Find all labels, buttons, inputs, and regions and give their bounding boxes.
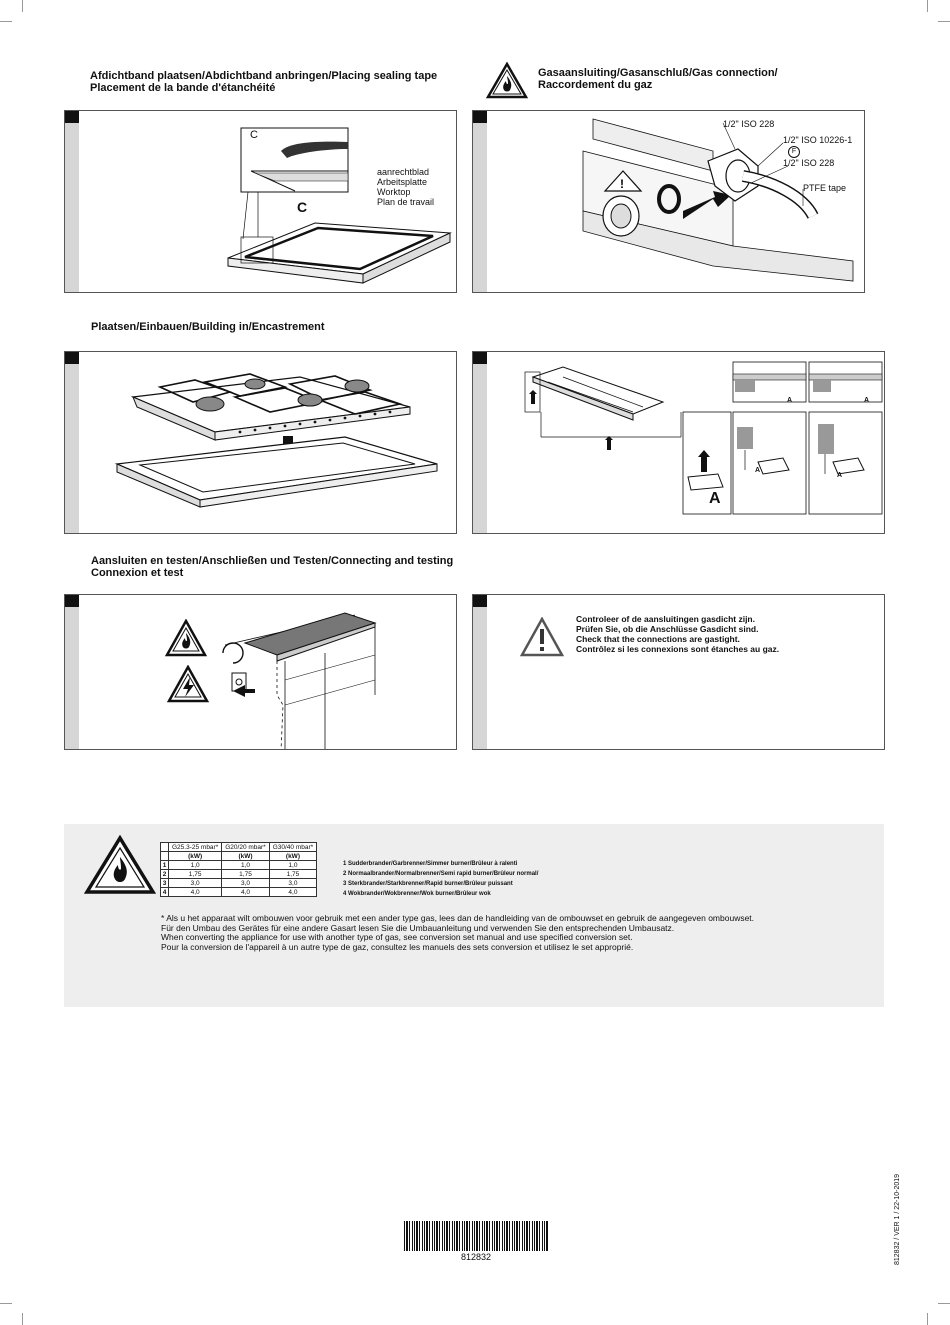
table-cell: 1,75 — [169, 870, 222, 879]
gas-pressure-table — [160, 842, 317, 897]
gas-connection-panel — [472, 110, 865, 293]
crop-mark — [938, 21, 950, 22]
connecting-section-title — [91, 555, 453, 579]
connecting-title-line2: Connexion et test — [91, 567, 184, 579]
note-fr: Pour la conversion de l'appareil à un autre type de gaz, consultez les manuels des sets conversion et utilisez le set approprié. — [161, 941, 634, 952]
burner-legend-item: 4 Wokbrander/Wokbrenner/Wok burner/Brûleur wok — [343, 891, 491, 897]
gas-title-line2: Raccordement du gaz — [538, 79, 653, 91]
conversion-notes — [161, 914, 861, 952]
table-cell — [161, 843, 169, 852]
check-line-fr: Contrôlez si les connexions sont étanches au gaz. — [576, 644, 780, 654]
note-nl: * Als u het apparaat wilt ombouwen voor gebruik met een ander type gas, lees dan de handleiding van de ombouwset en gebruik de aangegeven ombouwset. — [161, 913, 755, 923]
crop-mark — [927, 0, 928, 12]
panel-corner-marker — [65, 595, 79, 607]
note-en: When converting the appliance for use with another type of gas, see conversion set manual and use specified conversion set. — [161, 932, 633, 942]
barcode-number: 812832 — [460, 1252, 492, 1262]
table-unit: (kW) — [169, 852, 222, 861]
label-iso10226: 1/2" ISO 10226-1 — [783, 135, 853, 145]
panel-sidebar — [473, 595, 487, 749]
table-cell: 4,0 — [222, 888, 269, 897]
table-row — [161, 879, 317, 888]
table-cell: 3,0 — [222, 879, 269, 888]
label-ptfe-tape: PTFE tape — [803, 183, 847, 193]
burner-legend-item: 1 Sudderbrander/Garbrenner/Simmer burner/Brûleur à ralenti — [343, 861, 518, 867]
label-iso228-bottom: 1/2" ISO 228 — [783, 158, 835, 168]
connecting-panel — [64, 594, 457, 750]
crop-mark — [22, 1313, 23, 1325]
flame-warning-icon — [165, 619, 207, 657]
gas-test-panel — [472, 594, 885, 750]
table-cell: 4,0 — [269, 888, 316, 897]
table-cell: 3,0 — [269, 879, 316, 888]
note-de: Für den Umbau des Gerätes für eine andere Gasart lesen Sie die Umbauanleitung und verwenden Sie den entsprechenden Umbausatz. — [161, 922, 675, 933]
hob-placement-illustration — [65, 352, 457, 534]
panel-corner-marker — [473, 595, 487, 607]
gas-flame-warning-icon — [486, 62, 528, 99]
table-header: G25.3-25 mbar* — [169, 843, 222, 852]
panel-sidebar — [65, 595, 79, 749]
sealing-title-line2: Placement de la bande d'étanchéité — [90, 82, 276, 94]
clip-label-a: A — [755, 467, 761, 474]
exclamation-warning-icon — [520, 617, 564, 657]
check-line-nl: Controleer of de aansluitingen gasdicht zijn. — [576, 614, 755, 624]
building-in-panel — [64, 351, 457, 534]
table-cell: 1,0 — [222, 861, 269, 870]
worktop-label-c: C — [297, 199, 308, 215]
version-label: 812832 / VER 1 / 22-10-2019 — [894, 1173, 901, 1265]
svg-text:!: ! — [620, 177, 624, 191]
table-header: G30/40 mbar* — [269, 843, 316, 852]
table-cell: 1,75 — [269, 870, 316, 879]
worktop-label-fr: Plan de travail — [377, 197, 435, 207]
sealing-panel — [64, 110, 457, 293]
crop-mark — [938, 1303, 950, 1304]
table-row — [161, 888, 317, 897]
crop-mark — [0, 1303, 12, 1304]
sealing-title-line1: Afdichtband plaatsen/Abdichtband anbringen/Placing sealing tape — [90, 70, 438, 82]
worktop-label-de: Arbeitsplatte — [377, 177, 428, 187]
table-cell: 1,0 — [169, 861, 222, 870]
gastight-check-text — [576, 614, 779, 654]
gas-section-title — [538, 67, 778, 91]
table-header: G20/20 mbar* — [222, 843, 269, 852]
detail-label-c: C — [250, 129, 258, 141]
barcode — [404, 1221, 548, 1251]
france-f-icon: F — [788, 146, 800, 158]
table-row — [161, 870, 317, 879]
table-unit: (kW) — [222, 852, 269, 861]
check-line-de: Prüfen Sie, ob die Anschlüsse Gasdicht sind. — [576, 624, 759, 634]
table-row-number: 2 — [161, 870, 169, 879]
table-header-row — [161, 843, 317, 852]
table-cell: 3,0 — [169, 879, 222, 888]
connecting-illustration — [205, 595, 457, 750]
crop-mark — [0, 21, 12, 22]
crop-mark — [22, 0, 23, 12]
clip-label-a-large: A — [709, 490, 721, 507]
table-cell — [161, 852, 169, 861]
label-iso228-top: 1/2" ISO 228 — [723, 119, 775, 129]
crop-mark — [927, 1313, 928, 1325]
table-row-number: 1 — [161, 861, 169, 870]
table-unit: (kW) — [269, 852, 316, 861]
worktop-labels — [377, 167, 434, 207]
mounting-clips-illustration — [473, 352, 885, 534]
building-section-title: Plaatsen/Einbauen/Building in/Encastrement — [91, 321, 325, 333]
burner-legend — [343, 859, 538, 899]
electric-warning-icon — [167, 665, 209, 703]
clip-label-a: A — [864, 397, 870, 404]
check-line-en: Check that the connections are gastight. — [576, 634, 740, 644]
clip-label-a: A — [787, 397, 793, 404]
worktop-label-en: Worktop — [377, 187, 411, 197]
table-row-number: 3 — [161, 879, 169, 888]
burner-legend-item: 2 Normaalbrander/Normalbrenner/Semi rapid burner/Brûleur normal/ — [343, 871, 539, 877]
burner-legend-item: 3 Sterkbrander/Starkbrenner/Rapid burner/Brûleur puissant — [343, 881, 513, 887]
gas-flame-warning-icon — [84, 835, 156, 895]
table-cell: 1,0 — [269, 861, 316, 870]
table-row-number: 4 — [161, 888, 169, 897]
table-cell: 4,0 — [169, 888, 222, 897]
mounting-clips-panel — [472, 351, 885, 534]
gas-title-line1: Gasaansluiting/Gasanschluß/Gas connection/ — [538, 67, 778, 79]
table-row — [161, 861, 317, 870]
sealing-section-title — [90, 70, 437, 94]
table-cell: 1,75 — [222, 870, 269, 879]
table-unit-row — [161, 852, 317, 861]
worktop-label-nl: aanrechtblad — [377, 167, 430, 177]
connecting-title-line1: Aansluiten en testen/Anschließen und Testen/Connecting and testing — [91, 555, 454, 567]
clip-label-a: A — [837, 472, 843, 479]
